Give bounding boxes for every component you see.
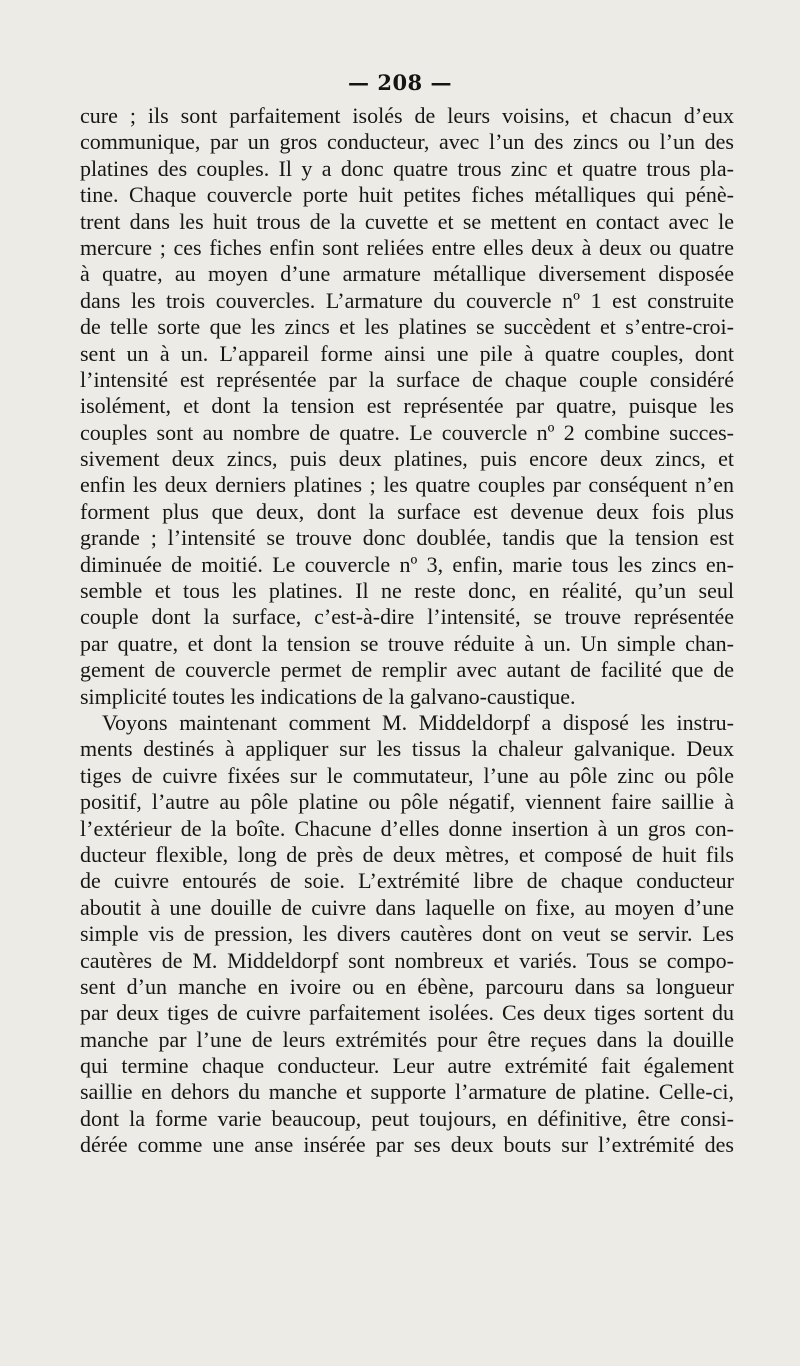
text-line: cautères de M. Middeldorpf sont nombreux et variés. Tous se compo- bbox=[80, 947, 734, 973]
text-line: platines des couples. Il y a donc quatre trous zinc et quatre trous pla- bbox=[80, 155, 734, 181]
text-line: dans les trois couvercles. L’armature du couvercle nº 1 est construite bbox=[80, 287, 734, 313]
paragraph bbox=[80, 710, 734, 1159]
text-line: tiges de cuivre fixées sur le commutateur, l’une au pôle zinc ou pôle bbox=[80, 762, 734, 788]
text-line: par quatre, et dont la tension se trouve réduite à un. Un simple chan- bbox=[80, 630, 734, 656]
paragraph bbox=[80, 103, 734, 710]
text-line: couples sont au nombre de quatre. Le couvercle nº 2 combine succes- bbox=[80, 419, 734, 445]
text-line: couple dont la surface, c’est-à-dire l’intensité, se trouve représentée bbox=[80, 604, 734, 630]
text-line: trent dans les huit trous de la cuvette et se mettent en contact avec le bbox=[80, 208, 734, 234]
text-line: forment plus que deux, dont la surface est devenue deux fois plus bbox=[80, 498, 734, 524]
text-line: diminuée de moitié. Le couvercle nº 3, enfin, marie tous les zincs en- bbox=[80, 551, 734, 577]
body-text bbox=[80, 103, 734, 1159]
text-line: ments destinés à appliquer sur les tissus la chaleur galvanique. Deux bbox=[80, 736, 734, 762]
text-line: communique, par un gros conducteur, avec l’un des zincs ou l’un des bbox=[80, 129, 734, 155]
text-line: de cuivre entourés de soie. L’extrémité libre de chaque conducteur bbox=[80, 868, 734, 894]
text-line: isolément, et dont la tension est représentée par quatre, puisque les bbox=[80, 393, 734, 419]
text-line: semble et tous les platines. Il ne reste donc, en réalité, qu’un seul bbox=[80, 578, 734, 604]
text-line: enfin les deux derniers platines ; les quatre couples par conséquent n’en bbox=[80, 472, 734, 498]
text-line: simplicité toutes les indications de la galvano-caustique. bbox=[80, 683, 576, 709]
text-line: gement de couvercle permet de remplir avec autant de facilité que de bbox=[80, 657, 734, 683]
text-line: mercure ; ces fiches enfin sont reliées entre elles deux à deux ou quatre bbox=[80, 234, 734, 260]
text-line: Voyons maintenant comment M. Middeldorpf a disposé les instru- bbox=[102, 709, 734, 735]
text-line: manche par l’une de leurs extrémités pour être reçues dans la douille bbox=[80, 1026, 734, 1052]
text-line: tine. Chaque couvercle porte huit petites fiches métalliques qui pénè- bbox=[80, 182, 734, 208]
text-line: cure ; ils sont parfaitement isolés de leurs voisins, et chacun d’eux bbox=[80, 103, 734, 128]
text-line: l’extérieur de la boîte. Chacune d’elles donne insertion à un gros con- bbox=[80, 815, 734, 841]
text-line: aboutit à une douille de cuivre dans laquelle on fixe, au moyen d’une bbox=[80, 894, 734, 920]
text-line: dont la forme varie beaucoup, peut toujours, en définitive, être consi- bbox=[80, 1105, 734, 1131]
text-line: dérée comme une anse insérée par ses deux bouts sur l’extrémité des bbox=[80, 1132, 734, 1158]
text-line: par deux tiges de cuivre parfaitement isolées. Ces deux tiges sortent du bbox=[80, 1000, 734, 1026]
text-line: de telle sorte que les zincs et les platines se succèdent et s’entre-croi- bbox=[80, 314, 734, 340]
text-line: qui termine chaque conducteur. Leur autre extrémité fait également bbox=[80, 1053, 734, 1079]
page-number: — 208 — bbox=[348, 70, 452, 95]
text-line: à quatre, au moyen d’une armature métallique diversement disposée bbox=[80, 261, 734, 287]
text-line: sivement deux zincs, puis deux platines, puis encore deux zincs, et bbox=[80, 446, 734, 472]
text-line: saillie en dehors du manche et supporte l’armature de platine. Celle-ci, bbox=[80, 1079, 734, 1105]
text-line: sent d’un manche en ivoire ou en ébène, parcouru dans sa longueur bbox=[80, 973, 734, 999]
text-line: l’intensité est représentée par la surface de chaque couple considéré bbox=[80, 366, 734, 392]
text-line: grande ; l’intensité se trouve donc doublée, tandis que la tension est bbox=[80, 525, 734, 551]
text-line: simple vis de pression, les divers cautères dont on veut se servir. Les bbox=[80, 921, 734, 947]
text-line: sent un à un. L’appareil forme ainsi une pile à quatre couples, dont bbox=[80, 340, 734, 366]
text-line: ducteur flexible, long de près de deux mètres, et composé de huit fils bbox=[80, 841, 734, 867]
text-line: positif, l’autre au pôle platine ou pôle négatif, viennent faire saillie à bbox=[80, 789, 734, 815]
